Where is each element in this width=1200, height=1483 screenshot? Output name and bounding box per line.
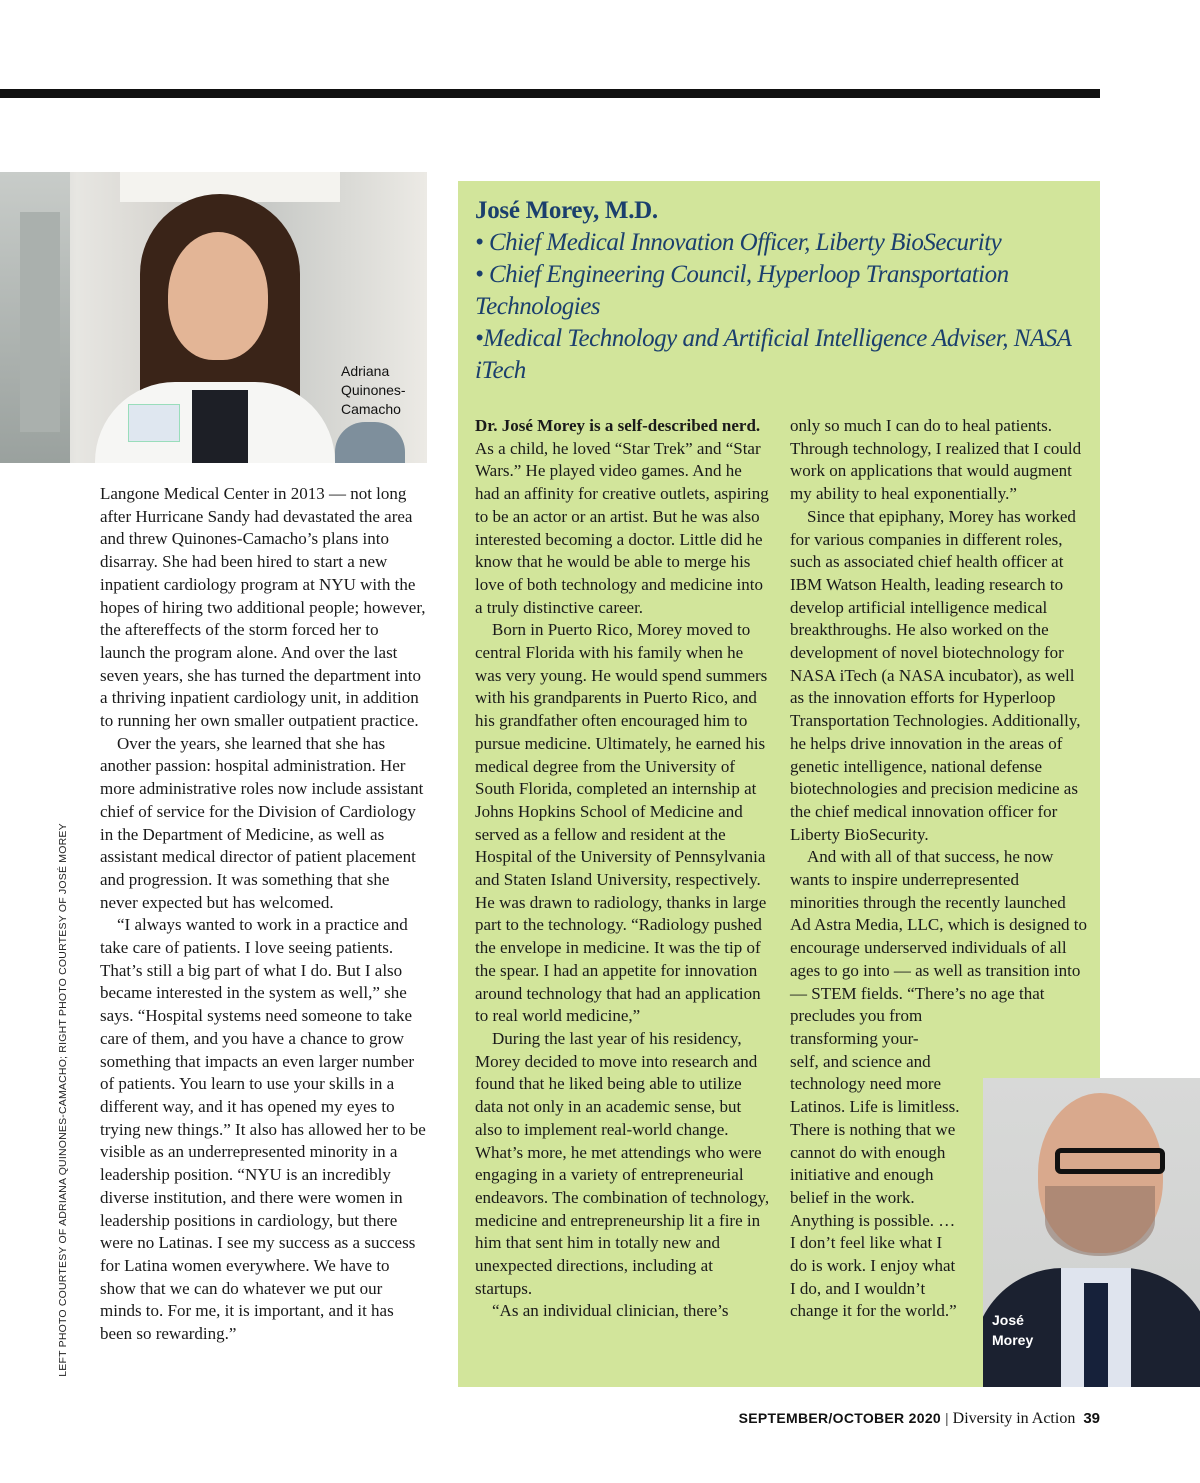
wrap-line: do is work. I enjoy what (790, 1256, 956, 1276)
wrap-line: technology need more (790, 1074, 942, 1094)
page-footer (739, 1410, 1100, 1428)
lead-in: Dr. José Morey is a self-described nerd. (475, 416, 761, 435)
profile-role: • Chief Engineering Council, Hyperloop Transportation Technologies (475, 261, 1009, 320)
sidebar-middle-column (475, 415, 770, 1323)
right-photo-caption (992, 1310, 1033, 1350)
footer-separator: | (945, 1410, 949, 1426)
right-photo-caption-line: José (992, 1312, 1024, 1328)
lead-paragraph-text: As a child, he loved “Star Trek” and “Star Wars.” He played video games. And he had an affinity for creative outlets, aspiring to be an actor or an artist. But he was also interested becoming a doctor. Little did he know that he would be able to merge his love of both technology and medicine into a truly distinctive career. (475, 438, 769, 617)
photo-subject-id-badge (128, 404, 180, 442)
magazine-name: Diversity in Action (952, 1410, 1076, 1427)
photo-subject-face (168, 232, 268, 360)
photo-subject-beard (1045, 1186, 1155, 1256)
body-paragraph: only so much I can do to heal patients. Through technology, I realized that I could work on applications that would augment my ability to heal exponentially.” (790, 416, 1082, 504)
wrap-line: There is nothing that we (790, 1119, 956, 1139)
photo-adriana-quinones-camacho (0, 172, 427, 463)
wrap-line: belief in the work. (790, 1187, 915, 1207)
wrap-line: self, and science and (790, 1051, 931, 1071)
photo-subject-shirt (192, 390, 248, 463)
wrap-line: I do, and I wouldn’t (790, 1278, 926, 1298)
profile-heading (475, 194, 1090, 387)
body-paragraph: “As an individual clinician, there’s (492, 1301, 729, 1321)
right-photo-caption-line: Morey (992, 1332, 1034, 1348)
wrap-line: I don’t feel like what I (790, 1233, 943, 1253)
top-rule (0, 89, 1100, 98)
left-photo-caption-line: Camacho (341, 401, 401, 417)
wrap-line: Latinos. Life is limitless. (790, 1097, 960, 1117)
photo-subject-tie (1084, 1283, 1108, 1387)
photo-credit: LEFT PHOTO COURTESY OF ADRIANA QUINONES-CAMACHO; RIGHT PHOTO COURTESY OF JOSÉ MOREY (57, 823, 69, 1377)
photo-subject-glasses (1055, 1148, 1165, 1174)
profile-role: • Chief Medical Innovation Officer, Liberty BioSecurity (475, 229, 1002, 256)
wrap-line: Anything is possible. … (790, 1210, 956, 1230)
body-paragraph: During the last year of his residency, Morey decided to move into research and found that he liked being able to utilize data not only in an academic sense, but also to implement real-world change. What’s more, he met attendings who were engaging in a variety of entrepreneurial endeavors. The combination of technology, medicine and entrepreneurship lit a fire in him that sent him in totally new and unexpected directions, including at startups. (475, 1028, 770, 1298)
issue-date: SEPTEMBER/OCTOBER 2020 (738, 1410, 942, 1426)
left-photo-caption-line: Quinones- (341, 382, 406, 398)
body-paragraph: Since that epiphany, Morey has worked for various companies in different roles, such as associated chief health officer at IBM Watson Health, leading research to develop artificial intelligence medical breakthroughs. He also worked on the development of novel biotechnology for NASA iTech (a NASA incubator), as well as the innovation efforts for Hyperloop Transportation Technologies. Additionally, he helps drive innovation in the areas of genetic intelligence, national defense biotechnologies and precision medicine as the chief medical innovation officer for Liberty BioSecurity. (790, 506, 1081, 844)
photo-background-door (20, 212, 60, 432)
profile-role: •Medical Technology and Artificial Intelligence Adviser, NASA iTech (475, 325, 1071, 384)
body-paragraph: Langone Medical Center in 2013 — not long after Hurricane Sandy had devastated the area and threw Quinones-Camacho’s plans into disarray. She had been hired to start a new inpatient cardiology program at NYU with the hopes of hiring two additional people; however, the aftereffects of the storm forced her to launch the program alone. And over the last seven years, she has turned the department into a thriving inpatient cardiology unit, in addition to running her own smaller outpatient practice. (100, 484, 426, 731)
body-paragraph: “I always wanted to work in a practice and take care of patients. I love seeing patients. That’s still a big part of what I do. But I also became interested in the system as well,” she says. “Hospital systems need someone to take care of them, and you have a chance to grow something that impacts an even larger number of patients. You learn to use your skills in a different way, and it has opened my eyes to trying new things.” It also has allowed her to be visible as an underrepresented minority in a leadership position. “NYU is an incredibly diverse institution, and there were women in leadership positions in cardiology, but there were no Latinas. I see my success as a success for Latina women everywhere. We have to show that we can do whatever we put our minds to. For me, it is important, and it has been so rewarding.” (100, 915, 426, 1344)
body-paragraph: And with all of that success, he now wants to inspire underrepresented minorities through the recently launched Ad Astra Media, LLC, which is designed to encourage underserved individuals of all ages to go into — as well as transition into — STEM fields. “There’s no age that precludes you from (790, 847, 1087, 1026)
wrap-line: change it for the world.” (790, 1301, 957, 1321)
left-photo-caption-line: Adriana (341, 363, 390, 379)
page-number: 39 (1083, 1410, 1100, 1427)
profile-name: José Morey, M.D. (475, 197, 658, 224)
wrap-line: transforming your- (790, 1028, 919, 1048)
body-paragraph (475, 415, 770, 619)
wrap-line: cannot do with enough (790, 1142, 946, 1162)
wrap-line: initiative and enough (790, 1165, 934, 1185)
left-article-column (100, 483, 428, 1346)
left-photo-caption (341, 362, 406, 419)
body-paragraph: Over the years, she learned that she has another passion: hospital administration. Her more administrative roles now include assistant chief of service for the Division of Cardiology in the Department of Medicine, as well as assistant medical director of patient placement and progression. It was something that she never expected but has welcomed. (100, 733, 424, 912)
photo-jose-morey (983, 1078, 1200, 1387)
photo-background-person (335, 422, 405, 463)
body-paragraph: Born in Puerto Rico, Morey moved to central Florida with his family when he was very young. He would spend summers with his grandparents in Puerto Rico, and his grandfather often encouraged him to pursue medicine. Ultimately, he earned his medical degree from the University of South Florida, completed an internship at Johns Hopkins School of Medicine and served as a fellow and resident at the Hospital of the University of Pennsylvania and Staten Island University, respectively. He was drawn to radiology, thanks in large part to the technology. “Radiology pushed the envelope in medicine. It was the tip of the spear. I had an appetite for innovation around technology that had an application to real world medicine,” (475, 620, 768, 1026)
